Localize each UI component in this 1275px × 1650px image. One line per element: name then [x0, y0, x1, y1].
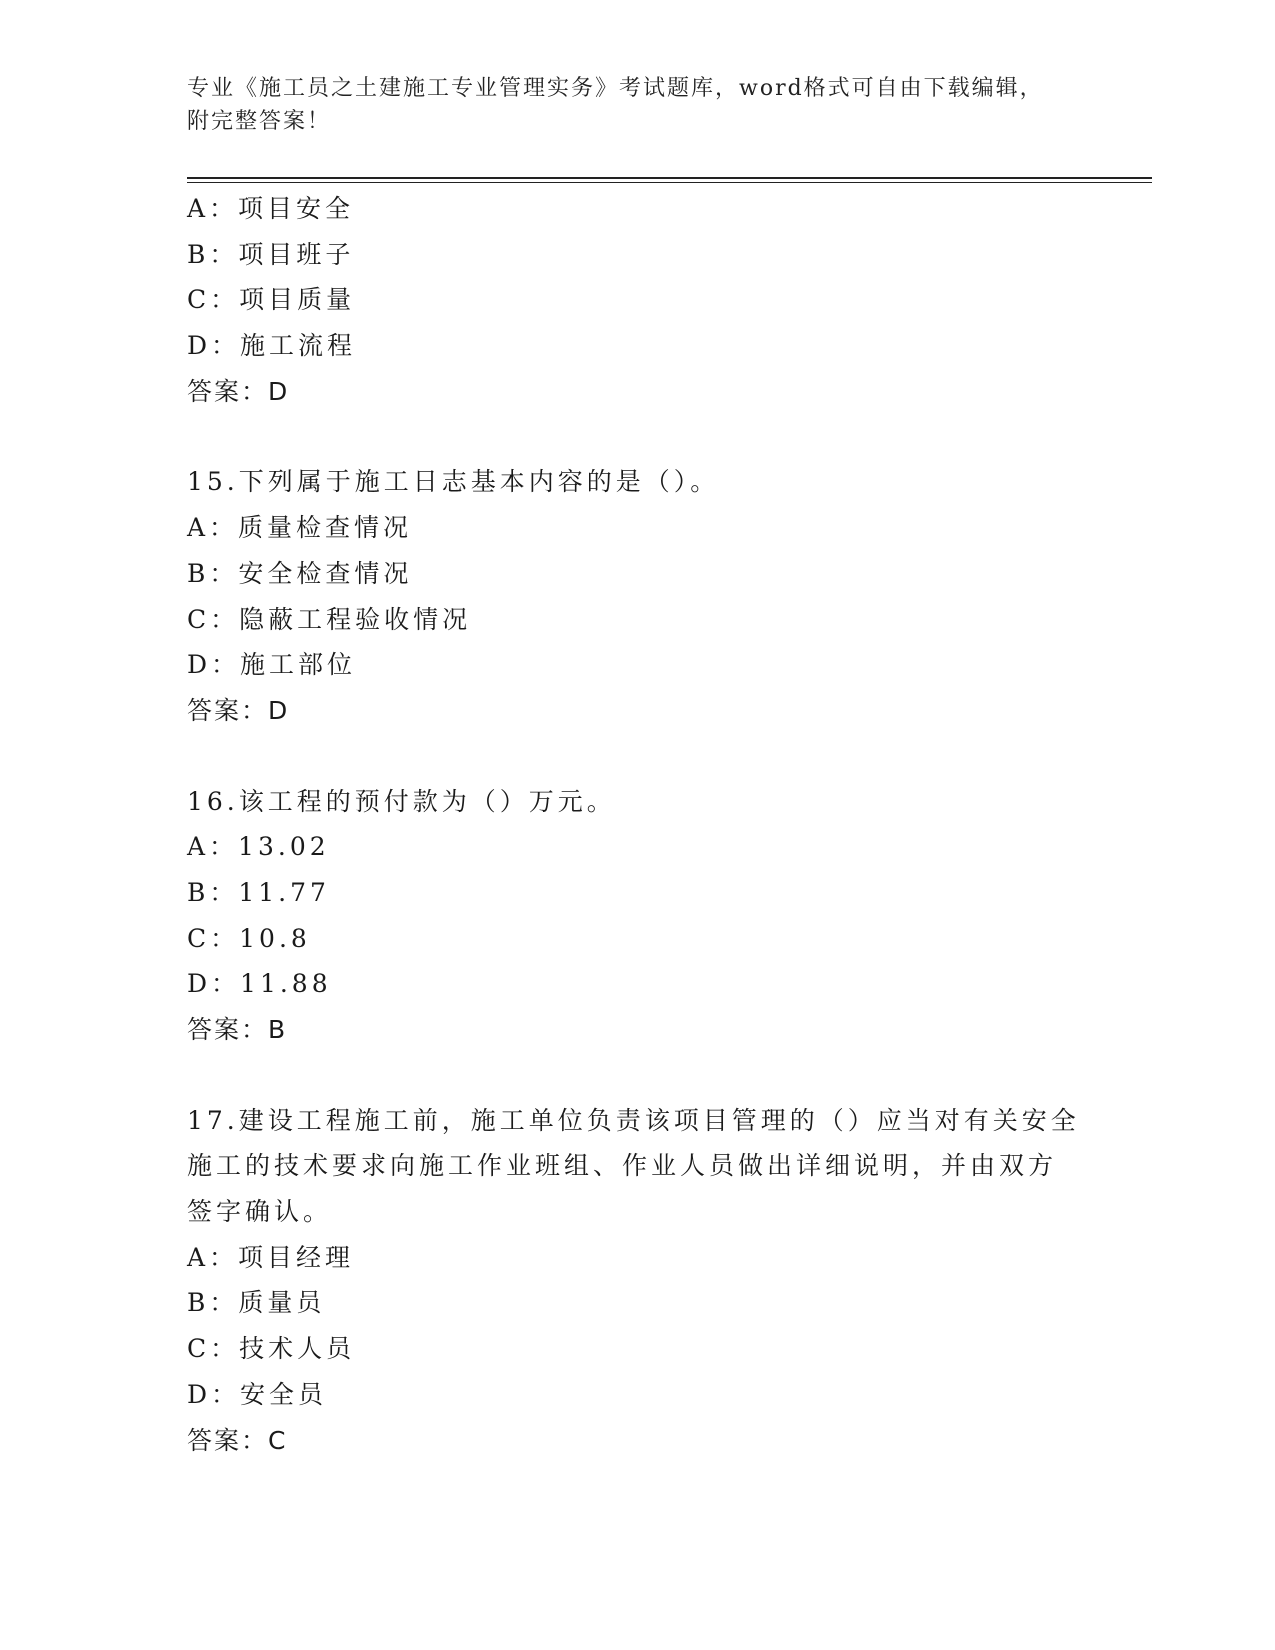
option-a: A：13.02 [187, 832, 330, 862]
header-line-2: 附完整答案！ [187, 109, 332, 134]
option-b: B：11.77 [187, 877, 330, 907]
option-a: A：项目安全 [187, 194, 355, 223]
question-stem: 15.下列属于施工日志基本内容的是（）。 [187, 467, 720, 497]
option-c: C：隐蔽工程验收情况 [187, 604, 472, 634]
option-b: B：安全检查情况 [187, 558, 413, 588]
question-stem: 16.该工程的预付款为（）万元。 [187, 786, 616, 816]
header-divider-thin [187, 182, 1152, 183]
header-divider-thick [187, 177, 1152, 179]
option-d: D：施工部位 [187, 650, 357, 680]
answer: 答案：C [187, 1425, 288, 1455]
answer: 答案：B [187, 1015, 288, 1044]
option-c: C：项目质量 [187, 285, 356, 315]
header-line-1: 专业《施工员之土建施工专业管理实务》考试题库，word格式可自由下载编辑， [187, 76, 1044, 101]
option-d: D：施工流程 [187, 331, 357, 361]
option-a: A：质量检查情况 [187, 513, 413, 543]
question-16 [187, 779, 1087, 1053]
question-stem-line-2: 施工的技术要求向施工作业班组、作业人员做出详细说明，并由双方 [187, 1151, 1058, 1181]
spacer [187, 1053, 1087, 1098]
question-stem-line-3: 签字确认。 [187, 1197, 333, 1227]
question-15 [187, 459, 1087, 733]
question-stem-line-1: 17.建设工程施工前，施工单位负责该项目管理的（）应当对有关安全 [187, 1105, 1080, 1135]
answer: 答案：D [187, 695, 290, 725]
option-c: C：10.8 [187, 923, 311, 953]
document-header [187, 72, 1087, 138]
option-b: B：质量员 [187, 1288, 326, 1318]
option-d: D：安全员 [187, 1379, 328, 1409]
option-d: D：11.88 [187, 969, 332, 999]
spacer [187, 734, 1087, 779]
option-b: B：项目班子 [187, 239, 355, 269]
question-17 [187, 1098, 1087, 1464]
question-14 [187, 186, 1087, 414]
option-a: A：项目经理 [187, 1242, 355, 1272]
spacer [187, 414, 1087, 459]
question-list [187, 186, 1087, 1463]
option-c: C：技术人员 [187, 1334, 356, 1364]
answer: 答案：D [187, 376, 290, 406]
